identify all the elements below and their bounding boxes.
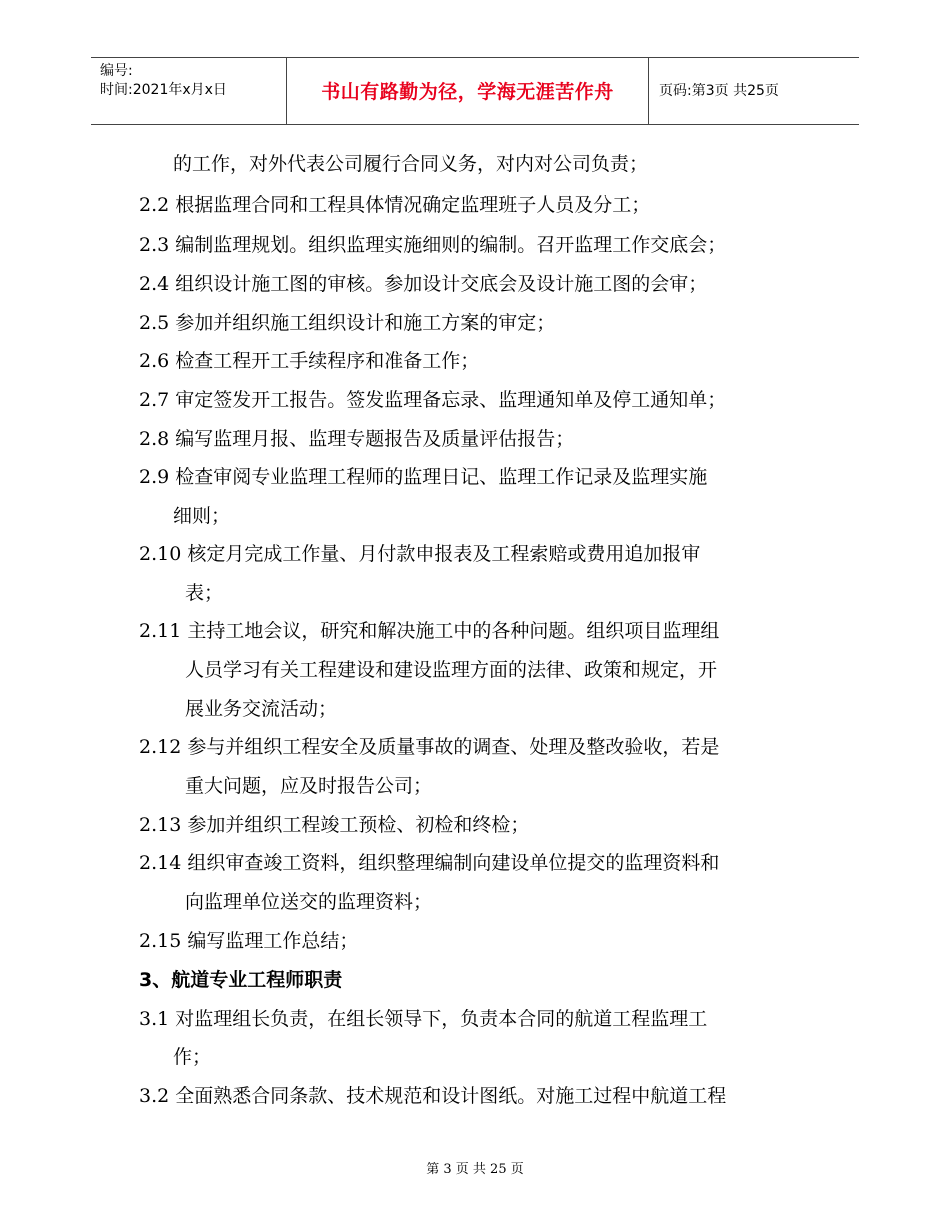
text-line: 2.7 审定签发开工报告。签发监理备忘录、监理通知单及停工通知单； [139, 389, 727, 411]
text-line: 3.1 对监理组长负责，在组长领导下，负责本合同的航道工程监理工 [139, 1008, 708, 1030]
text-line: 2.3 编制监理规划。组织监理实施细则的编制。召开监理工作交底会； [139, 234, 727, 256]
section-heading: 3、航道专业工程师职责 [139, 969, 343, 991]
page-header [91, 57, 859, 125]
header-page-info: 页码:第3页 共25页 [659, 83, 779, 99]
header-divider [648, 58, 649, 124]
text-line: 2.13 参加并组织工程竣工预检、初检和终检； [139, 814, 530, 836]
text-line: 2.15 编写监理工作总结； [139, 930, 359, 952]
text-line: 人员学习有关工程建设和建设监理方面的法律、政策和规定，开 [185, 659, 718, 681]
text-line: 2.12 参与并组织工程安全及质量事故的调查、处理及整改验收，若是 [139, 736, 720, 758]
text-line: 2.6 检查工程开工手续程序和准备工作； [139, 350, 480, 372]
header-motto: 书山有路勤为径，学海无涯苦作舟 [321, 81, 614, 103]
text-line: 的工作，对外代表公司履行合同义务，对内对公司负责； [173, 153, 649, 175]
page-footer: 第 3 页 共 25 页 [426, 1162, 524, 1177]
text-line: 2.5 参加并组织施工组织设计和施工方案的审定； [139, 312, 556, 334]
text-line: 2.4 组织设计施工图的审核。参加设计交底会及设计施工图的会审； [139, 273, 708, 295]
text-line: 表； [185, 582, 224, 604]
text-line: 2.8 编写监理月报、监理专题报告及质量评估报告； [139, 428, 575, 450]
text-line: 展业务交流活动； [185, 698, 338, 720]
text-line: 2.9 检查审阅专业监理工程师的监理日记、监理工作记录及监理实施 [139, 466, 708, 488]
text-line: 3.2 全面熟悉合同条款、技术规范和设计图纸。对施工过程中航道工程 [139, 1085, 727, 1107]
text-line: 2.10 核定月完成工作量、月付款申报表及工程索赔或费用追加报审 [139, 543, 701, 565]
text-line: 重大问题，应及时报告公司； [185, 775, 433, 797]
text-line: 2.11 主持工地会议，研究和解决施工中的各种问题。组织项目监理组 [139, 620, 720, 642]
header-meta [100, 62, 227, 100]
text-line: 2.14 组织审查竣工资料，组织整理编制向建设单位提交的监理资料和 [139, 852, 720, 874]
text-line: 2.2 根据监理合同和工程具体情况确定监理班子人员及分工； [139, 194, 651, 216]
text-line: 作； [173, 1046, 212, 1068]
text-line: 细则； [173, 505, 231, 527]
serial-label: 编号: [100, 63, 133, 79]
time-label: 时间:2021年x月x日 [100, 82, 227, 98]
text-line: 向监理单位送交的监理资料； [185, 891, 433, 913]
